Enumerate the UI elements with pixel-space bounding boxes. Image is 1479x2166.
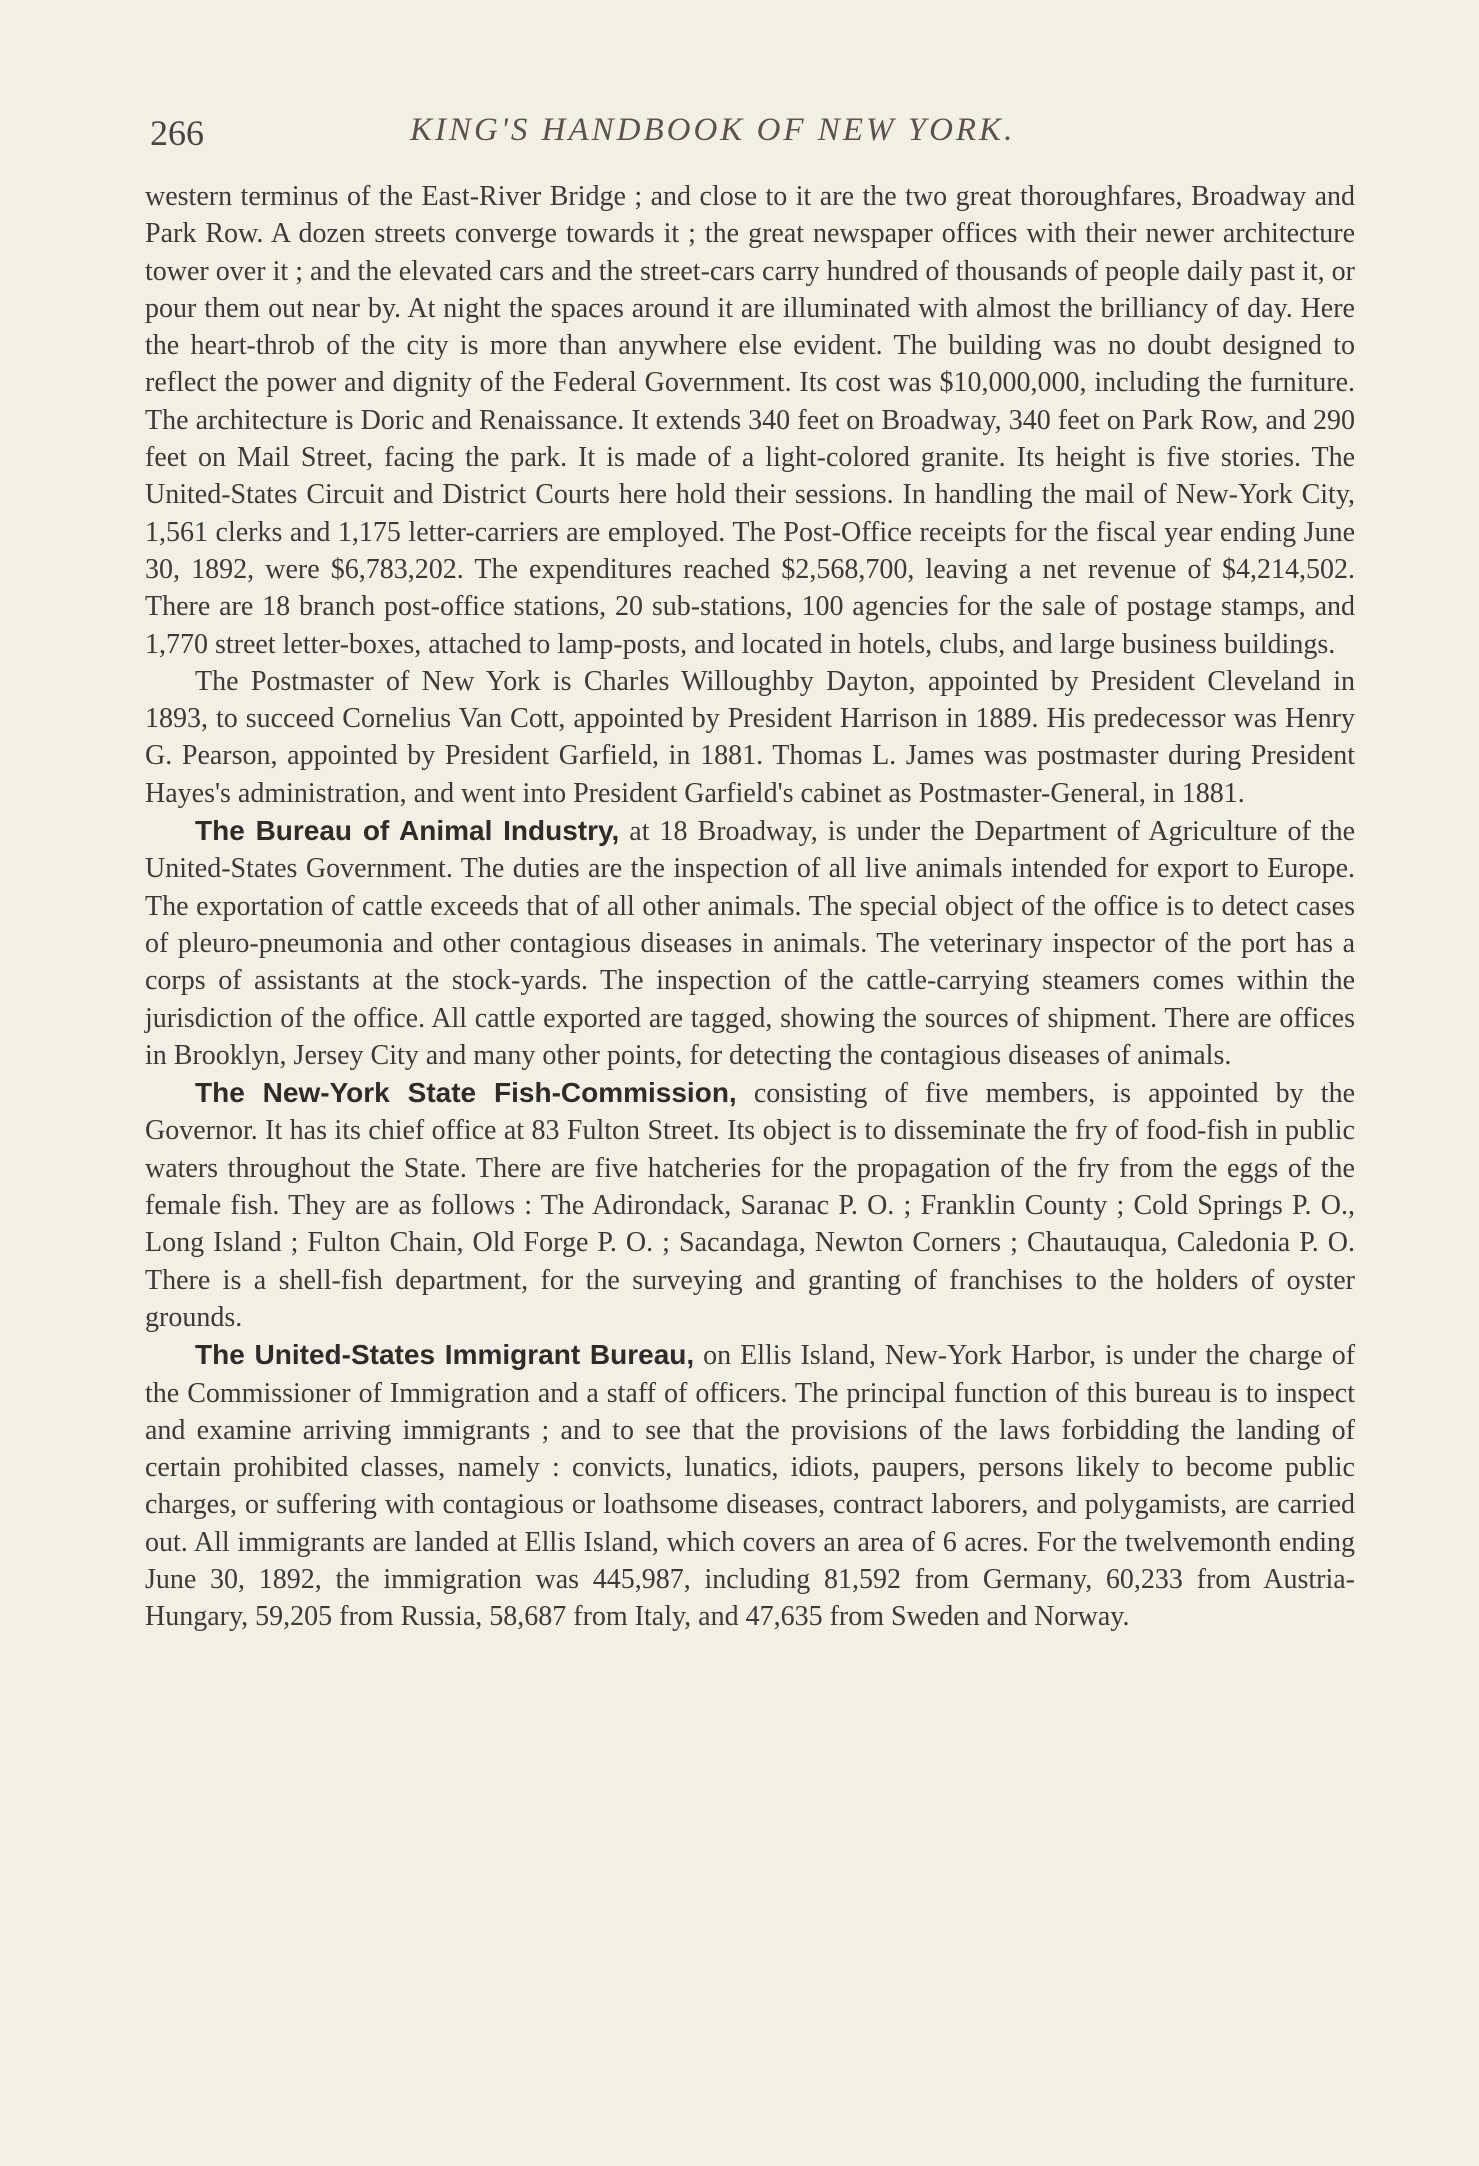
entry-heading-animal-industry: The Bureau of Animal Industry, xyxy=(195,815,620,847)
entry-heading-immigrant-bureau: The United-States Immigrant Bureau, xyxy=(195,1339,695,1371)
running-title: KING'S HANDBOOK OF NEW YORK. xyxy=(410,112,1016,148)
entry-text-animal-industry: at 18 Broadway, is under the Department of Agriculture of the United-States Government. The duties are the inspection of all live animals intended for export to Europe. The exportation of cattle exceeds that of all other animals. The special object of the office is to detect cases of pleuro-pneumonia and other contagious diseases in animals. The veterinary inspector of the port has a corps of assistants at the stock-yards. The inspection of the cattle-carrying steamers comes within the jurisdiction of the office. All cattle exported are tagged, showing the sources of shipment. There are offices in Brooklyn, Jersey City and many other points, for detecting the contagious diseases of animals. xyxy=(145,816,1356,1071)
page-body xyxy=(145,178,1355,1636)
paragraph-postmaster: The Postmaster of New York is Charles Willoughby Dayton, appointed by President Cleveland in 1893, to succeed Cornelius Van Cott, appointed by President Harrison in 1889. His predecessor was Henry G. Pearson, appointed by President Garfield, in 1881. Thomas L. James was postmaster during President Hayes's administration, and went into President Garfield's cabinet as Postmaster-General, in 1881. xyxy=(145,665,1355,809)
entry-heading-fish-commission: The New-York State Fish-Commission, xyxy=(195,1077,737,1109)
paragraph-immigrant-bureau xyxy=(145,1336,1355,1635)
paragraph-animal-industry xyxy=(145,812,1355,1074)
page-header xyxy=(150,112,1350,172)
paragraph-fish-commission xyxy=(145,1074,1355,1336)
paragraph-post-office: western terminus of the East-River Bridge ; and close to it are the two great thoroughfares, Broadway and Park Row. A dozen streets converge towards it ; the great newspaper offices with their newer architecture tower over it ; and the elevated cars and the street-cars carry hundred of thousands of people daily past it, or pour them out near by. At night the spaces around it are illuminated with almost the brilliancy of day. Here the heart-throb of the city is more than anywhere else evident. The building was no doubt designed to reflect the power and dignity of the Federal Government. Its cost was $10,000,000, including the furniture. The architecture is Doric and Renaissance. It extends 340 feet on Broadway, 340 feet on Park Row, and 290 feet on Mail Street, facing the park. It is made of a light-colored granite. Its height is five stories. The United-States Circuit and District Courts here hold their sessions. In handling the mail of New-York City, 1,561 clerks and 1,175 letter-carriers are employed. The Post-Office receipts for the fiscal year ending June 30, 1892, were $6,783,202. The expenditures reached $2,568,700, leaving a net revenue of $4,214,502. There are 18 branch post-office stations, 20 sub-stations, 100 agencies for the sale of postage stamps, and 1,770 street letter-boxes, attached to lamp-posts, and located in hotels, clubs, and large business buildings. xyxy=(145,181,1355,660)
page-number: 266 xyxy=(150,113,204,153)
entry-text-immigrant-bureau: on Ellis Island, New-York Harbor, is under the charge of the Commissioner of Immigration and a staff of officers. The principal function of this bureau is to inspect and examine arriving immigrants ; and to see that the provisions of the laws forbidding the landing of certain prohibited classes, namely : convicts, lunatics, idiots, paupers, persons likely to become public charges, or suffering with contagious or loathsome diseases, contract laborers, and polygamists, are carried out. All immigrants are landed at Ellis Island, which covers an area of 6 acres. For the twelvemonth ending June 30, 1892, the immigration was 445,987, including 81,592 from Germany, 60,233 from Austria-Hungary, 59,205 from Russia, 58,687 from Italy, and 47,635 from Sweden and Norway. xyxy=(145,1340,1356,1633)
entry-text-fish-commission: consisting of five members, is appointed by the Governor. It has its chief office at 83 Fulton Street. Its object is to disseminate the fry of food-fish in public waters throughout the State. There are five hatcheries for the propagation of the fry from the eggs of the female fish. They are as follows : The Adirondack, Saranac P. O. ; Franklin County ; Cold Springs P. O., Long Island ; Fulton Chain, Old Forge P. O. ; Sacandaga, Newton Corners ; Chautauqua, Caledonia P. O. There is a shell-fish department, for the surveying and granting of franchises to the holders of oyster grounds. xyxy=(145,1078,1355,1333)
